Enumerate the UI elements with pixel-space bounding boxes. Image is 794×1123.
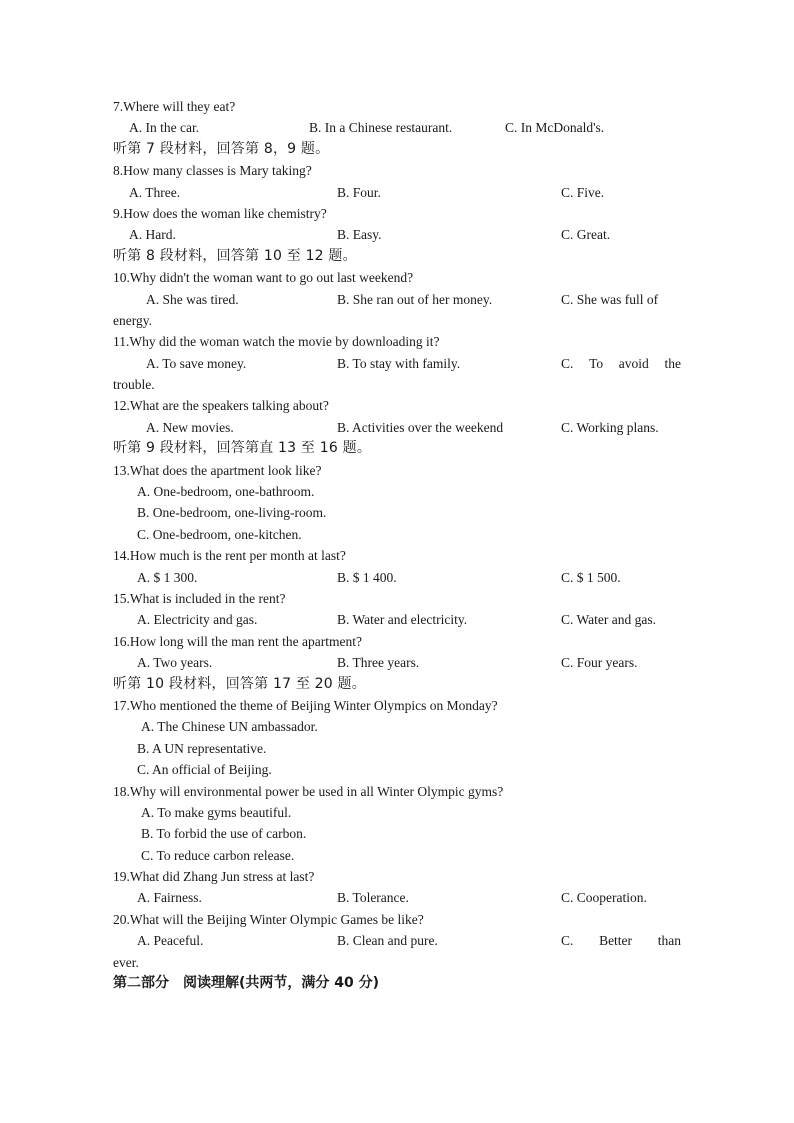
question-14 [113, 545, 681, 566]
question-19-options [113, 887, 681, 908]
question-10 [113, 267, 681, 288]
question-10-option-c: C. She was full of [561, 291, 659, 307]
question-14-option-b: B. $ 1 400. [337, 569, 397, 585]
question-17 [113, 695, 681, 716]
question-19-option-c: C. Cooperation. [561, 890, 647, 906]
question-20-continuation: ever. [113, 954, 139, 970]
question-15-options [113, 609, 681, 630]
question-20 [113, 909, 681, 930]
question-17-option-b: B. A UN representative. [137, 740, 267, 756]
question-15 [113, 588, 681, 609]
question-19 [113, 866, 681, 887]
question-7-option-c: C. In McDonald's. [505, 120, 605, 136]
question-20-options [113, 930, 681, 951]
question-8-option-c: C. Five. [561, 184, 605, 200]
question-18 [113, 781, 681, 802]
question-13-stem: 13.What does the apartment look like? [113, 462, 322, 478]
exam-page [113, 96, 681, 994]
question-8-options [113, 182, 681, 203]
question-11 [113, 331, 681, 352]
question-14-option-a: A. $ 1 300. [137, 569, 198, 585]
section-7-instruction: 听第 7 段材料，回答第 8，9 题。 [113, 140, 330, 157]
question-19-option-b: B. Tolerance. [337, 890, 409, 906]
question-11-option-c-word: To [589, 355, 604, 371]
question-12-options [113, 417, 681, 438]
question-7 [113, 96, 681, 117]
question-17-option-a: A. The Chinese UN ambassador. [141, 719, 318, 735]
question-20-option-c-word: than [657, 933, 681, 949]
question-9-options [113, 224, 681, 245]
question-11-option-c-word: avoid [618, 355, 649, 371]
question-14-option-c: C. $ 1 500. [561, 569, 621, 585]
question-7-stem: 7.Where will they eat? [113, 99, 236, 114]
question-12-stem: 12.What are the speakers talking about? [113, 398, 329, 414]
question-14-options [113, 567, 681, 588]
question-15-option-a: A. Electricity and gas. [137, 612, 258, 628]
question-10-option-b: B. She ran out of her money. [337, 291, 493, 307]
question-17-option-c: C. An official of Beijing. [137, 762, 272, 778]
section-9-instruction: 听第 9 段材料，回答第直 13 至 16 题。 [113, 440, 372, 457]
question-8 [113, 160, 681, 181]
question-15-option-c: C. Water and gas. [561, 612, 657, 628]
question-20-stem: 20.What will the Beijing Winter Olympic Games be like? [113, 911, 424, 927]
question-18-option-c: C. To reduce carbon release. [141, 847, 295, 863]
question-12-option-b: B. Activities over the weekend [337, 419, 504, 435]
question-20-option-c-word: Better [599, 933, 633, 949]
question-8-option-b: B. Four. [337, 184, 381, 200]
question-7-option-b: B. In a Chinese restaurant. [309, 120, 453, 136]
question-8-stem: 8.How many classes is Mary taking? [113, 163, 312, 179]
section-8-instruction: 听第 8 段材料，回答第 10 至 12 题。 [113, 247, 357, 264]
question-9-option-c: C. Great. [561, 227, 611, 243]
question-9 [113, 203, 681, 224]
question-11-option-c [561, 353, 681, 374]
question-7-option-a: A. In the car. [129, 120, 200, 136]
question-11-option-c-word: the [664, 355, 681, 371]
question-12 [113, 395, 681, 416]
question-20-option-c-word: C. [561, 933, 574, 949]
question-12-option-a: A. New movies. [146, 419, 234, 435]
question-12-option-c: C. Working plans. [561, 419, 659, 435]
question-11-option-a: A. To save money. [146, 355, 247, 371]
question-17-stem: 17.Who mentioned the theme of Beijing Winter Olympics on Monday? [113, 697, 498, 713]
question-10-option-a: A. She was tired. [146, 291, 239, 307]
question-11-stem: 11.Why did the woman watch the movie by downloading it? [113, 334, 440, 350]
question-11-option-b: B. To stay with family. [337, 355, 461, 371]
question-16 [113, 631, 681, 652]
question-16-option-a: A. Two years. [137, 655, 213, 671]
question-11-options [113, 353, 681, 374]
question-20-option-b: B. Clean and pure. [337, 933, 438, 949]
question-8-option-a: A. Three. [129, 184, 181, 200]
question-16-options [113, 652, 681, 673]
question-10-stem: 10.Why didn't the woman want to go out last weekend? [113, 270, 414, 286]
question-19-option-a: A. Fairness. [137, 890, 202, 906]
question-16-stem: 16.How long will the man rent the apartment? [113, 633, 362, 649]
question-14-stem: 14.How much is the rent per month at last? [113, 548, 346, 564]
question-7-options [113, 117, 681, 138]
question-18-option-a: A. To make gyms beautiful. [141, 804, 292, 820]
question-18-option-b: B. To forbid the use of carbon. [141, 826, 307, 842]
question-13 [113, 460, 681, 481]
question-18-stem: 18.Why will environmental power be used in all Winter Olympic gyms? [113, 783, 504, 799]
question-11-continuation: trouble. [113, 377, 155, 393]
question-15-option-b: B. Water and electricity. [337, 612, 468, 628]
question-19-stem: 19.What did Zhang Jun stress at last? [113, 869, 315, 885]
question-11-option-c-word: C. [561, 355, 574, 371]
question-10-options [113, 289, 681, 310]
question-9-option-a: A. Hard. [129, 227, 176, 243]
question-20-option-a: A. Peaceful. [137, 933, 204, 949]
question-9-stem: 9.How does the woman like chemistry? [113, 205, 327, 221]
part-2-heading: 第二部分 阅读理解(共两节，满分 40 分) [113, 975, 380, 992]
question-13-option-a: A. One-bedroom, one-bathroom. [137, 484, 315, 500]
question-20-option-c [561, 930, 681, 951]
question-10-continuation: energy. [113, 312, 152, 328]
question-13-option-b: B. One-bedroom, one-living-room. [137, 505, 327, 521]
question-13-option-c: C. One-bedroom, one-kitchen. [137, 526, 302, 542]
question-15-stem: 15.What is included in the rent? [113, 590, 286, 606]
question-16-option-c: C. Four years. [561, 655, 638, 671]
question-16-option-b: B. Three years. [337, 655, 420, 671]
section-10-instruction: 听第 10 段材料，回答第 17 至 20 题。 [113, 675, 366, 692]
question-9-option-b: B. Easy. [337, 227, 382, 243]
